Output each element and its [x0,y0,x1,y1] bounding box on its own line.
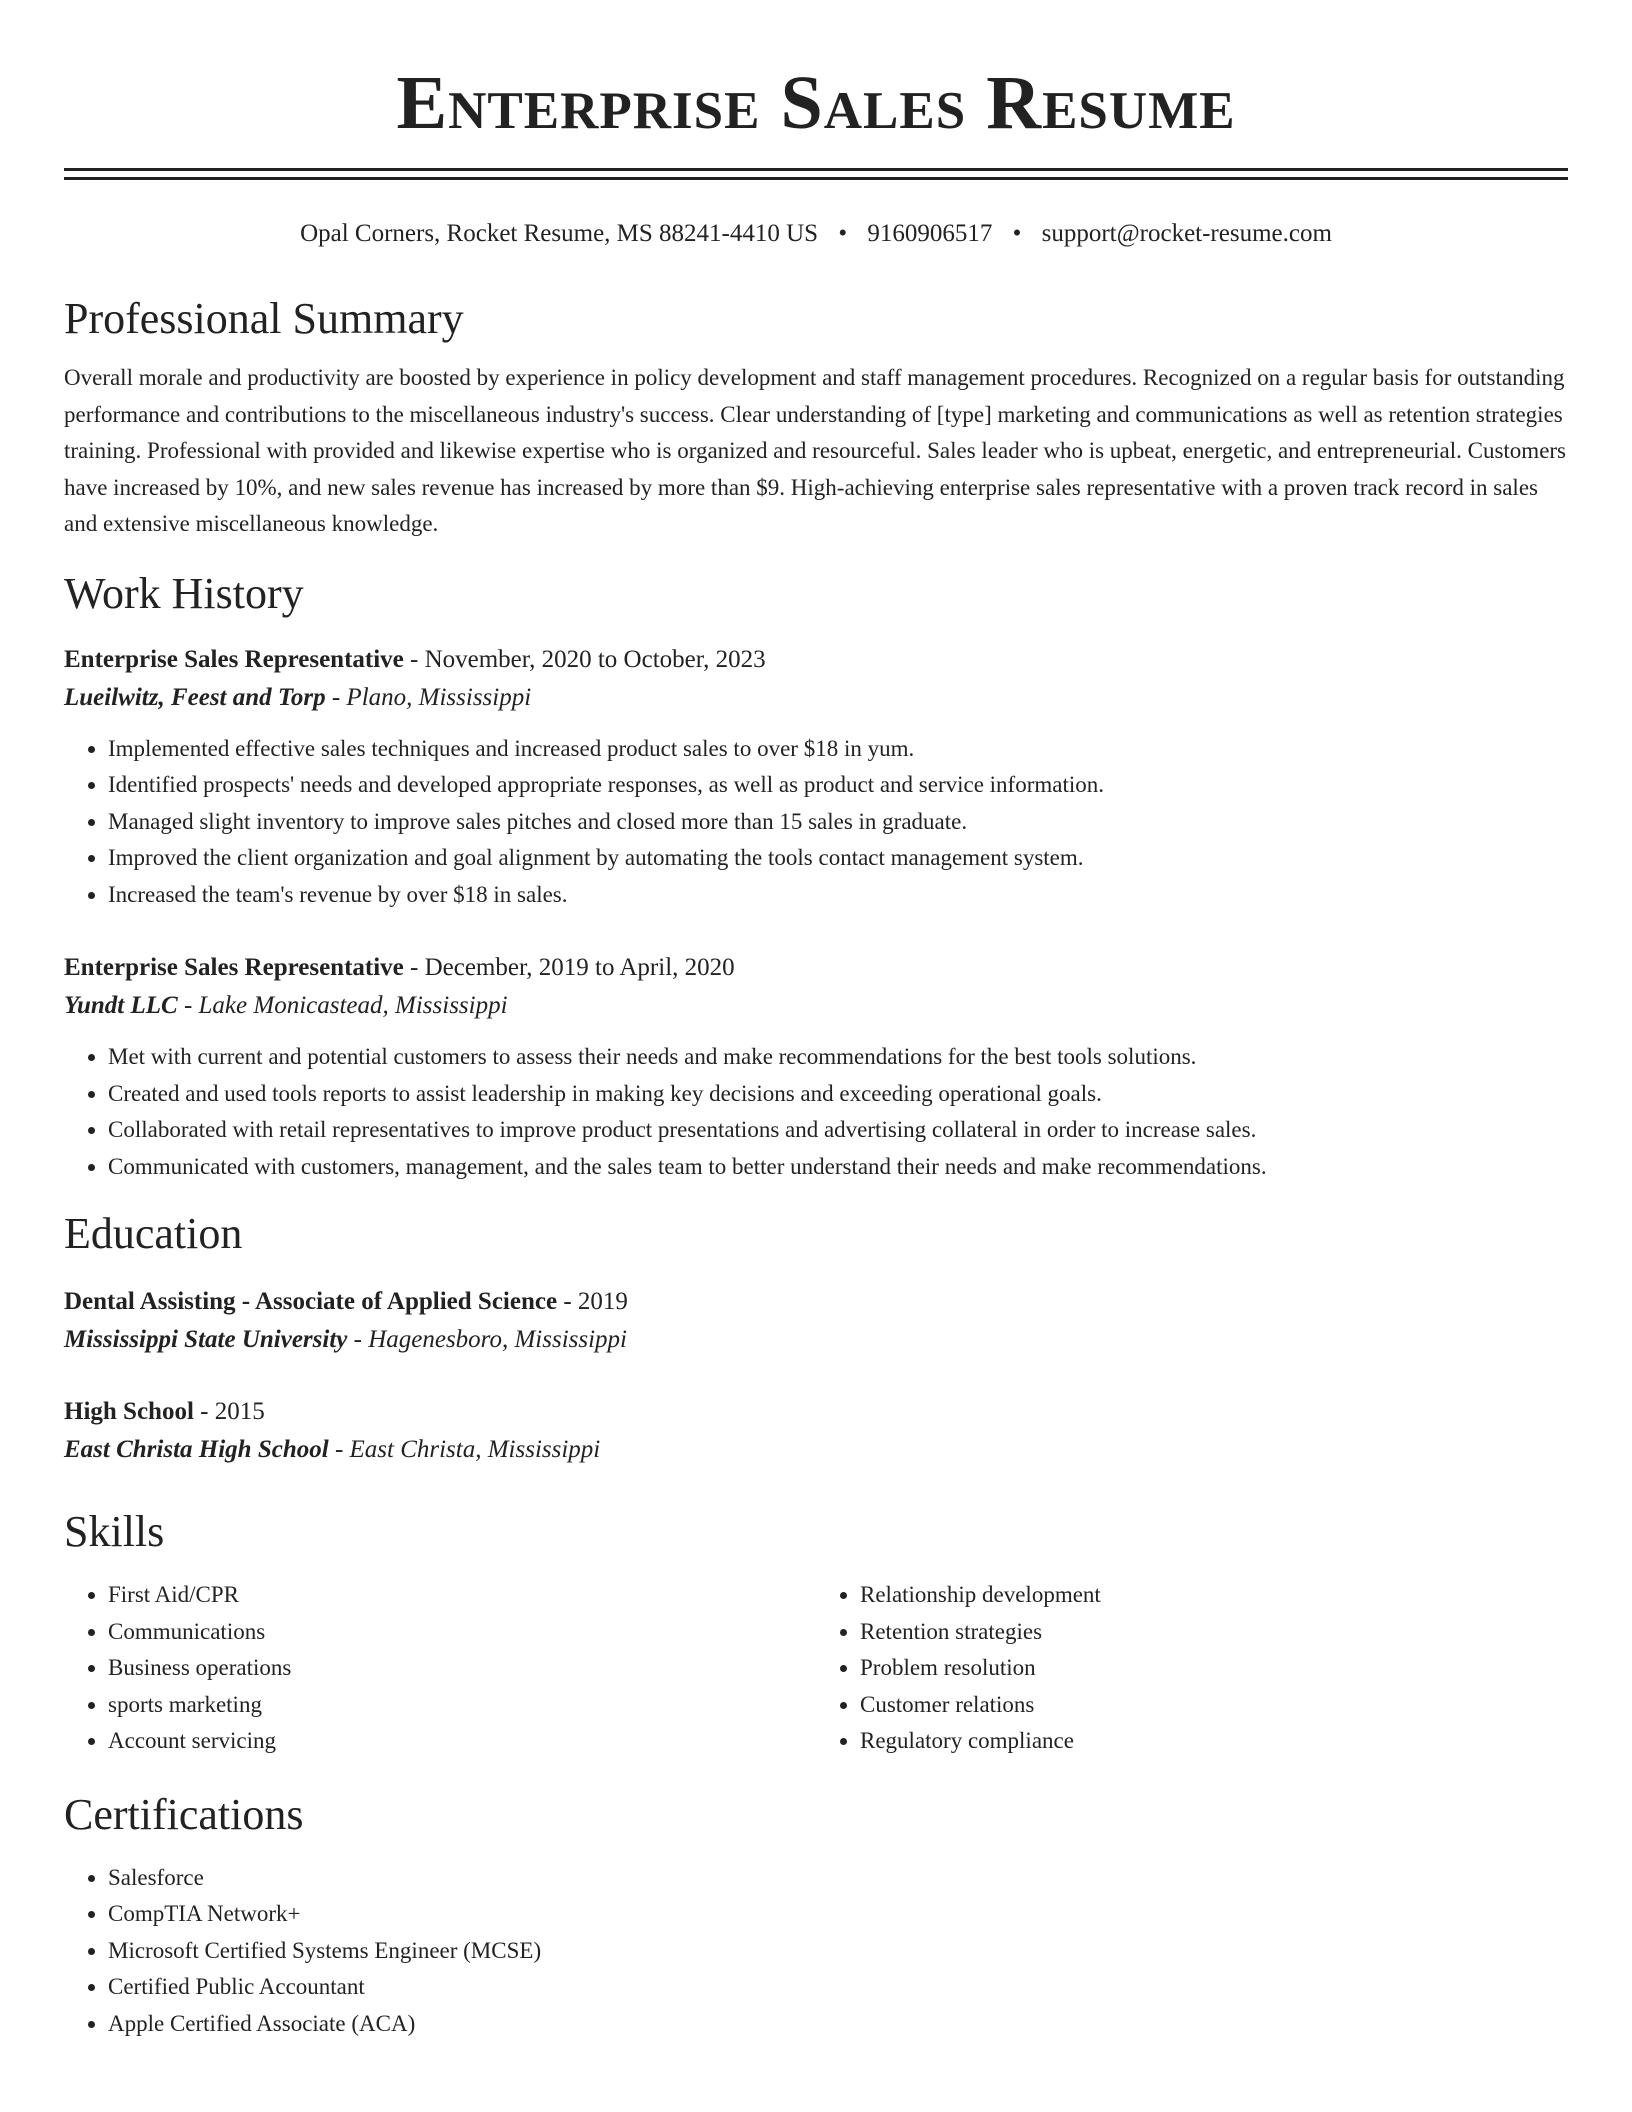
job-bullet: • Met with current and potential customers to assess their needs and make recommendations for the best tools solutions. [108,1039,1568,1076]
job-location: - Plano, Mississippi [325,683,532,711]
degree-year: - 2015 [193,1398,265,1425]
skills-grid [64,1577,1568,1760]
degree-year: - 2019 [557,1288,628,1315]
certification-item: • Apple Certified Associate (ACA) [108,2006,1568,2043]
title-rule-top [64,168,1568,171]
certification-item: • Certified Public Accountant [108,1969,1568,2006]
job-company: Lueilwitz, Feest and Torp [64,683,326,711]
job-bullet: • Improved the client organization and goal alignment by automating the tools contact management system. [108,840,1568,877]
job-dates: - December, 2019 to April, 2020 [403,954,735,981]
skill-item: • sports marketing [108,1687,816,1724]
certifications-heading: Certifications [64,1789,304,1839]
education-heading: Education [64,1209,243,1258]
school-location: - Hagenesboro, Mississippi [347,1326,628,1353]
contact-email: support@rocket-resume.com [1041,220,1332,247]
skill-item: • Account servicing [108,1723,816,1760]
skill-item: • Retention strategies [860,1614,1568,1651]
contact-separator: • [1012,220,1022,247]
work-history-section [64,567,1568,1186]
skill-item: • Communications [108,1614,816,1651]
certification-item: • Microsoft Certified Systems Engineer (MCSE) [108,1933,1568,1970]
summary-section [64,292,1568,543]
job-dates: - November, 2020 to October, 2023 [403,645,766,673]
job-bullet: • Identified prospects' needs and developed appropriate responses, as well as product and service information. [108,767,1568,804]
job-bullet: • Collaborated with retail representatives to improve product presentations and advertising collateral in order to increase sales. [108,1112,1568,1149]
contact-address: Opal Corners, Rocket Resume, MS 88241-4410 US [300,220,819,247]
job-title: Enterprise Sales Representative [64,954,404,981]
degree-line [64,1393,1568,1431]
summary-text: Overall morale and productivity are boosted by experience in policy development and staff management procedures. Recognized on a regular basis for outstanding performance and contributions to the miscellaneous industry's success. Clear understanding of [type] marketing and communications as well as retention strategies training. Professional with provided and likewise expertise who is organized and resourceful. Sales leader who is upbeat, energetic, and entrepreneurial. Customers have increased by 10%, and new sales revenue has increased by more than $9. High-achieving enterprise sales representative with a proven track record in sales and extensive miscellaneous knowledge. [64,365,1567,536]
school-line [64,1321,1568,1359]
school: East Christa High School [64,1436,329,1463]
skill-item: • Regulatory compliance [860,1723,1568,1760]
skill-item: • First Aid/CPR [108,1577,816,1614]
contact-line [64,218,1568,250]
job-bullet: • Created and used tools reports to assist leadership in making key decisions and exceeding operational goals. [108,1076,1568,1113]
resume-title: Enterprise Sales Resume [396,61,1236,145]
job-company-line [64,987,1568,1025]
job-bullet: • Implemented effective sales techniques and increased product sales to over $18 in yum. [108,731,1568,768]
certification-item: • Salesforce [108,1860,1568,1897]
school-location: - East Christa, Mississippi [328,1436,601,1463]
job-bullet: • Communicated with customers, management, and the sales team to better understand their needs and make recommendations. [108,1149,1568,1186]
work-history-heading: Work History [64,568,304,618]
contact-separator: • [838,220,848,247]
certifications-list [64,1860,1568,2043]
certification-item: • CompTIA Network+ [108,1896,1568,1933]
degree: High School [64,1398,194,1425]
education-section [64,1207,1568,1469]
summary-heading: Professional Summary [64,294,464,343]
degree-line [64,1283,1568,1321]
education-entry [64,1393,1568,1469]
skill-item: • Business operations [108,1650,816,1687]
job-title-line [64,641,1568,679]
title-rule-bottom [64,177,1568,180]
school-line [64,1431,1568,1469]
skill-item: • Customer relations [860,1687,1568,1724]
job-location: - Lake Monicastead, Mississippi [177,992,508,1019]
job-bullets [64,1039,1568,1185]
job-title-line [64,949,1568,987]
job-entry [64,641,1568,914]
job-company-line [64,679,1568,717]
certifications-section [64,1788,1568,2043]
job-bullet: • Increased the team's revenue by over $18 in sales. [108,877,1568,914]
job-bullet: • Managed slight inventory to improve sales pitches and closed more than 15 sales in graduate. [108,804,1568,841]
degree: Dental Assisting - Associate of Applied Science [64,1288,558,1315]
skills-section [64,1505,1568,1760]
job-title: Enterprise Sales Representative [64,645,404,673]
job-entry [64,949,1568,1185]
contact-phone: 9160906517 [867,220,993,247]
skills-column-left [64,1577,816,1760]
skill-item: • Relationship development [860,1577,1568,1614]
job-company: Yundt LLC [64,992,178,1019]
job-bullets [64,731,1568,914]
skills-column-right [816,1577,1568,1760]
school: Mississippi State University [64,1326,348,1353]
skill-item: • Problem resolution [860,1650,1568,1687]
education-entry [64,1283,1568,1359]
skills-heading: Skills [64,1507,165,1556]
